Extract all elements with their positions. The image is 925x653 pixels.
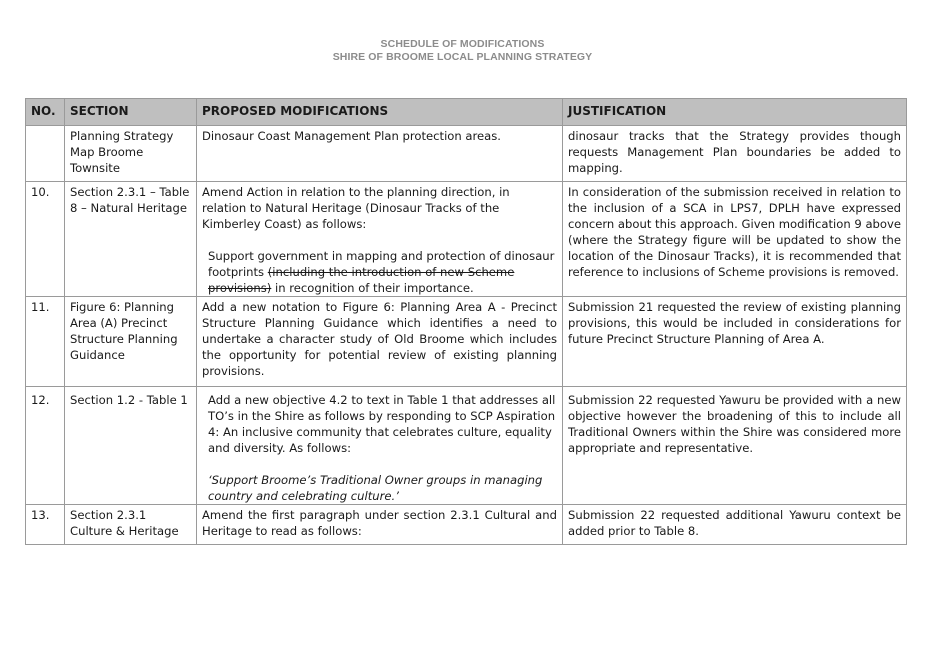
modifications-table xyxy=(25,98,907,545)
row-number: 12. xyxy=(26,387,65,505)
row-justification: Submission 21 requested the review of existing planning provisions, this would be included in considerations for future Precinct Structure Planning of Area A. xyxy=(563,297,907,387)
row-justification: Submission 22 requested additional Yawuru context be added prior to Table 8. xyxy=(563,505,907,545)
row-proposed xyxy=(197,387,563,505)
row-justification: In consideration of the submission received in relation to the inclusion of a SCA in LPS7, DPLH have expressed concern about this approach. Given modification 9 above (where the Strategy figure will be updated to show the location of the Dinosaur Tracks), it is recommended that reference to inclusions of Scheme provisions is removed. xyxy=(563,182,907,297)
proposed-text-kept: in recognition of their importance. xyxy=(271,281,474,295)
row-justification: dinosaur tracks that the Strategy provides though requests Management Plan boundaries be added to mapping. xyxy=(563,126,907,182)
proposed-text: Add a new objective 4.2 to text in Table 1 that addresses all TO’s in the Shire as follows by responding to SCP Aspiration 4: An inclusive community that celebrates culture, equality and diversity. As follows: xyxy=(208,393,556,455)
row-proposed xyxy=(197,126,563,182)
proposed-text: Dinosaur Coast Management Plan protection areas. xyxy=(202,129,501,143)
proposed-text-kept: Support government in mapping and protection of dinosaur footprints xyxy=(208,249,555,279)
table-row xyxy=(26,505,907,545)
header-title: SCHEDULE OF MODIFICATIONS xyxy=(380,38,545,50)
row-justification: Submission 22 requested Yawuru be provided with a new objective however the broadening of this to include all Traditional Owners within the Shire was considered more appropriate and representative. xyxy=(563,387,907,505)
row-section: Section 2.3.1 Culture & Heritage xyxy=(65,505,197,545)
column-header-proposed: PROPOSED MODIFICATIONS xyxy=(197,99,563,126)
row-proposed xyxy=(197,182,563,297)
row-number: 10. xyxy=(26,182,65,297)
proposed-quote: ‘Support Broome’s Traditional Owner groups in managing country and celebrating culture.’ xyxy=(208,473,543,503)
column-header-no: NO. xyxy=(26,99,65,126)
table-header-row xyxy=(26,99,907,126)
table-row xyxy=(26,387,907,505)
table-row xyxy=(26,182,907,297)
document-header xyxy=(0,38,925,64)
row-proposed xyxy=(197,297,563,387)
row-section: Section 1.2 - Table 1 xyxy=(65,387,197,505)
row-number xyxy=(26,126,65,182)
proposed-text: Add a new notation to Figure 6: Planning Area A - Precinct Structure Planning Guidance which identifies a need to undertake a character study of Old Broome which includes the opportunity for potential review of existing planning provisions. xyxy=(202,300,557,378)
row-section: Section 2.3.1 – Table 8 – Natural Heritage xyxy=(65,182,197,297)
row-section: Planning Strategy Map Broome Townsite xyxy=(65,126,197,182)
header-subtitle: SHIRE OF BROOME LOCAL PLANNING STRATEGY xyxy=(332,51,593,63)
proposed-text-deleted: (including the introduction of new Scheme provisions) xyxy=(208,265,515,295)
proposed-text: Amend the first paragraph under section 2.3.1 Cultural and Heritage to read as follows: xyxy=(202,508,557,538)
proposed-amended-text xyxy=(202,248,557,296)
row-section: Figure 6: Planning Area (A) Precinct Structure Planning Guidance xyxy=(65,297,197,387)
row-number: 13. xyxy=(26,505,65,545)
column-header-section: SECTION xyxy=(65,99,197,126)
proposed-text: Amend Action in relation to the planning direction, in relation to Natural Heritage (Dinosaur Tracks of the Kimberley Coast) as follows: xyxy=(202,185,510,231)
row-number: 11. xyxy=(26,297,65,387)
column-header-justification: JUSTIFICATION xyxy=(563,99,907,126)
table-row xyxy=(26,297,907,387)
table-row xyxy=(26,126,907,182)
row-proposed xyxy=(197,505,563,545)
